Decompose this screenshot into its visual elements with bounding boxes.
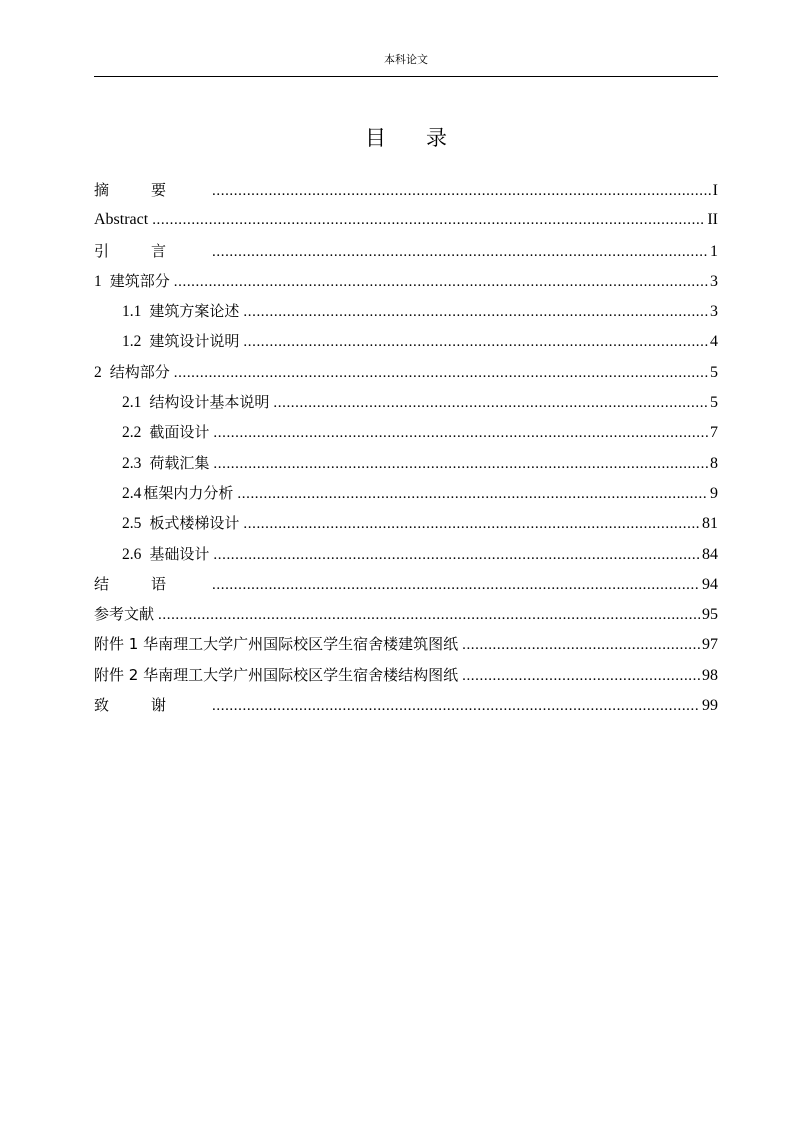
toc-entry-section-2-2[interactable] [94, 417, 718, 447]
table-of-contents [94, 175, 718, 720]
toc-page-number: 3 [710, 303, 718, 321]
toc-entry-number: 2.6 [122, 545, 142, 563]
toc-entry-chapter-2[interactable] [94, 357, 718, 387]
toc-dot-leader [212, 237, 708, 267]
header-rule [94, 76, 718, 77]
toc-page-number: 97 [702, 636, 718, 654]
toc-dot-leader [273, 388, 708, 418]
toc-entry-number: 2 [94, 363, 102, 381]
toc-page-number: 99 [702, 697, 718, 715]
toc-dot-leader [212, 176, 711, 206]
toc-dot-leader [213, 449, 708, 479]
toc-title: 目录 [365, 126, 487, 150]
toc-entry-section-2-6[interactable] [94, 539, 718, 569]
toc-entry-abstract-cn[interactable] [94, 175, 718, 205]
toc-entry-label: 摘要 [94, 181, 209, 199]
toc-entry-section-1-1[interactable] [94, 296, 718, 326]
toc-entry-number: 2.1 [122, 394, 142, 412]
toc-dot-leader [243, 509, 700, 539]
toc-entry-references[interactable] [94, 599, 718, 629]
toc-dot-leader [174, 267, 708, 297]
toc-entry-abstract-en[interactable] [94, 205, 718, 235]
toc-page-number: 94 [702, 575, 718, 593]
toc-dot-leader [212, 570, 700, 600]
toc-entry-number: 2.2 [122, 424, 142, 442]
toc-entry-introduction[interactable] [94, 236, 718, 266]
toc-entry-label: 建筑方案论述 [149, 302, 240, 321]
toc-dot-leader [152, 205, 705, 235]
toc-entry-chapter-1[interactable] [94, 266, 718, 296]
toc-dot-leader [243, 297, 708, 327]
toc-entry-label: 荷载汇集 [149, 453, 210, 472]
toc-entry-label: 结构部分 [109, 362, 170, 381]
toc-dot-leader [213, 540, 700, 570]
toc-page-number: I [712, 182, 718, 199]
toc-entry-section-1-2[interactable] [94, 326, 718, 356]
toc-entry-label: 附件 1 华南理工大学广州国际校区学生宿舍楼建筑图纸 [94, 635, 459, 654]
toc-dot-leader [237, 479, 708, 509]
toc-page-number: 1 [710, 242, 718, 260]
toc-entry-number: 1.1 [122, 303, 142, 321]
toc-entry-label: 建筑部分 [109, 271, 170, 290]
toc-page-number: 5 [710, 363, 718, 381]
toc-entry-acknowledgements[interactable] [94, 690, 718, 720]
toc-dot-leader [213, 418, 708, 448]
toc-dot-leader [462, 661, 700, 691]
toc-entry-number: 1 [94, 272, 102, 290]
toc-page-number: 84 [702, 545, 718, 563]
toc-entry-label: 板式楼梯设计 [149, 514, 240, 533]
toc-entry-appendix-2[interactable] [94, 660, 718, 690]
toc-page-number: 4 [710, 333, 718, 351]
toc-page-number: 95 [702, 606, 718, 624]
toc-dot-leader [158, 600, 700, 630]
toc-entry-appendix-1[interactable] [94, 629, 718, 659]
toc-page-number: 98 [702, 666, 718, 684]
toc-entry-conclusion[interactable] [94, 569, 718, 599]
toc-entry-label: Abstract [94, 211, 149, 229]
toc-entry-section-2-3[interactable] [94, 448, 718, 478]
toc-entry-number: 2.4 [122, 484, 142, 502]
toc-page-number: 3 [710, 272, 718, 290]
toc-entry-label: 基础设计 [149, 544, 210, 563]
page-header: 本科论文 [384, 53, 428, 66]
toc-entry-label: 致谢 [94, 696, 209, 715]
toc-dot-leader [174, 358, 708, 388]
toc-entry-number: 2.5 [122, 515, 142, 533]
toc-page-number: 7 [710, 424, 718, 442]
toc-dot-leader [462, 630, 700, 660]
toc-entry-section-2-5[interactable] [94, 508, 718, 538]
toc-entry-label: 截面设计 [149, 423, 210, 442]
toc-entry-label: 附件 2 华南理工大学广州国际校区学生宿舍楼结构图纸 [94, 665, 459, 684]
toc-entry-number: 1.2 [122, 333, 142, 351]
toc-entry-number: 2.3 [122, 454, 142, 472]
toc-entry-label: 结语 [94, 574, 209, 593]
toc-page-number: 5 [710, 394, 718, 412]
toc-entry-label: 建筑设计说明 [149, 332, 240, 351]
toc-entry-label: 结构设计基本说明 [149, 393, 270, 412]
toc-entry-section-2-4[interactable] [94, 478, 718, 508]
toc-dot-leader [212, 691, 700, 721]
toc-page-number: 8 [710, 454, 718, 472]
toc-page-number: 9 [710, 484, 718, 502]
toc-dot-leader [243, 327, 708, 357]
toc-page-number: II [707, 211, 718, 229]
toc-page-number: 81 [702, 515, 718, 533]
toc-entry-label: 引言 [94, 241, 209, 260]
toc-entry-label: 参考文献 [94, 605, 155, 624]
toc-entry-section-2-1[interactable] [94, 387, 718, 417]
toc-entry-label: 框架内力分析 [143, 483, 234, 502]
